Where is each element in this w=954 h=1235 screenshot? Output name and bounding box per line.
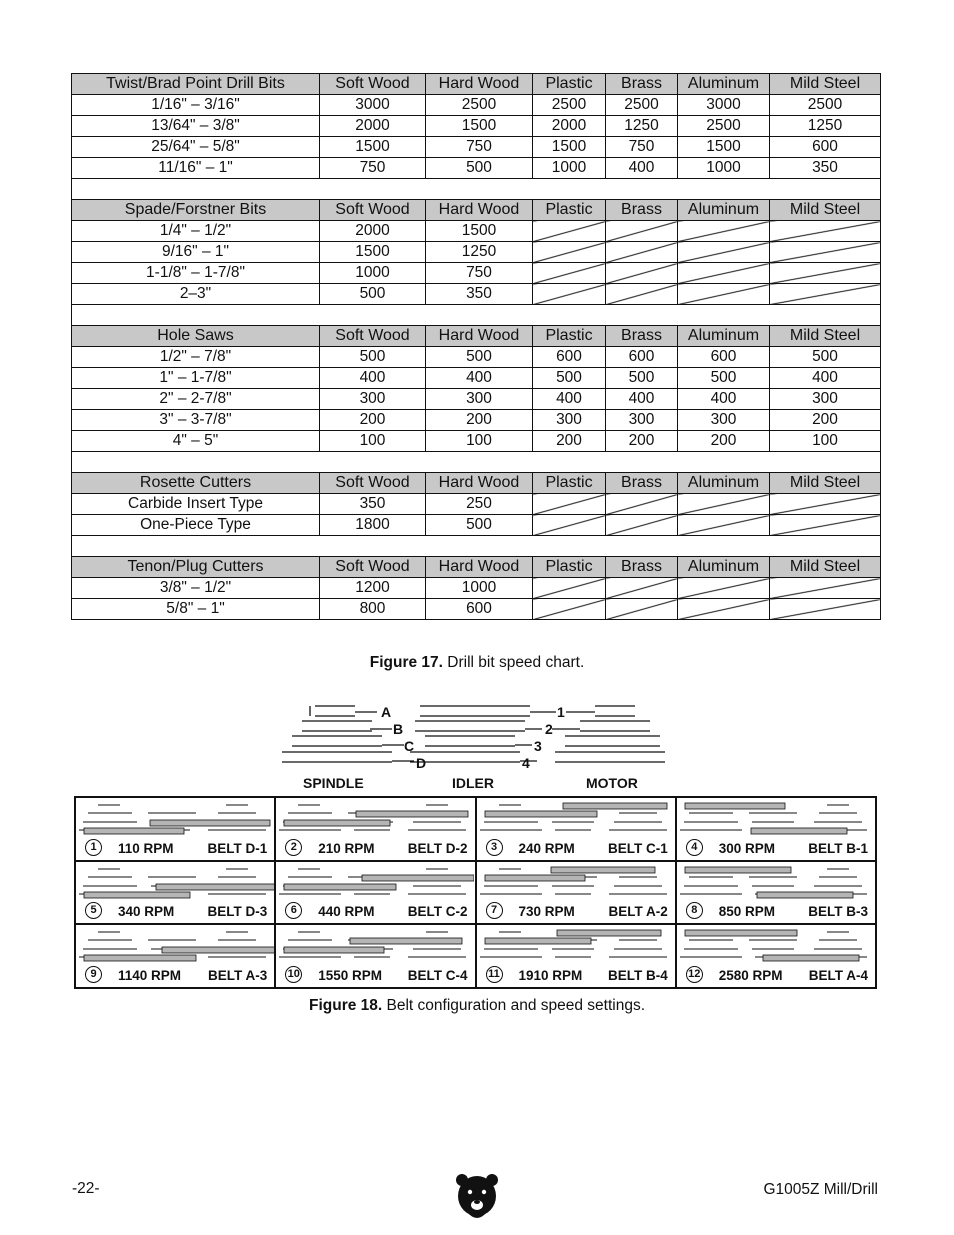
not-applicable-cell	[678, 263, 770, 284]
not-applicable-cell	[770, 515, 881, 536]
rpm-cell: 500	[426, 515, 533, 536]
not-applicable-cell	[533, 284, 606, 305]
rpm-cell: 750	[426, 263, 533, 284]
rpm-cell: 3000	[320, 95, 426, 116]
column-header: Brass	[606, 557, 678, 578]
rpm-cell: 500	[606, 368, 678, 389]
section-header-row	[72, 473, 881, 494]
rpm-cell: 500	[426, 347, 533, 368]
rpm-cell: 600	[606, 347, 678, 368]
rpm-cell: 250	[426, 494, 533, 515]
rpm-cell: 750	[320, 158, 426, 179]
rpm-cell: 600	[426, 599, 533, 620]
setting-number-badge: 1	[85, 839, 102, 856]
table-row	[72, 389, 881, 410]
spacer-cell	[72, 179, 881, 200]
belt-diagram	[76, 800, 274, 840]
table-row	[72, 158, 881, 179]
rpm-cell: 400	[320, 368, 426, 389]
belt-setting-cell	[476, 924, 676, 988]
bit-size-cell: 4" – 5"	[72, 431, 320, 452]
belt-position-label: BELT C-1	[608, 840, 668, 856]
spacer-row	[72, 305, 881, 326]
section-header-row	[72, 200, 881, 221]
bit-size-cell: 1/16" – 3/16"	[72, 95, 320, 116]
belt-diagram	[477, 800, 675, 840]
rpm-cell: 350	[770, 158, 881, 179]
rpm-cell: 800	[320, 599, 426, 620]
rpm-cell: 1250	[606, 116, 678, 137]
not-applicable-cell	[770, 578, 881, 599]
setting-number-badge: 3	[486, 839, 503, 856]
belt-diagram	[477, 864, 675, 904]
belt-position-label: BELT D-1	[207, 840, 268, 856]
not-applicable-cell	[770, 263, 881, 284]
rpm-cell: 3000	[678, 95, 770, 116]
bit-size-cell: 9/16" – 1"	[72, 242, 320, 263]
belt-diagram	[76, 864, 274, 904]
not-applicable-cell	[606, 578, 678, 599]
not-applicable-cell	[533, 578, 606, 599]
rpm-cell: 200	[770, 410, 881, 431]
table-row	[72, 95, 881, 116]
rpm-cell: 2500	[678, 116, 770, 137]
belt-setting-cell	[676, 924, 876, 988]
rpm-cell: 1000	[533, 158, 606, 179]
belt-diagram	[677, 927, 875, 967]
rpm-cell: 200	[426, 410, 533, 431]
rpm-cell: 1250	[770, 116, 881, 137]
rpm-cell: 100	[770, 431, 881, 452]
rpm-cell: 400	[533, 389, 606, 410]
belt-setting-cell	[275, 861, 475, 925]
column-header: Mild Steel	[770, 326, 881, 347]
column-header: Mild Steel	[770, 557, 881, 578]
table-row	[72, 221, 881, 242]
not-applicable-cell	[770, 284, 881, 305]
rpm-label: 300 RPM	[718, 840, 776, 856]
rpm-label: 1550 RPM	[318, 968, 383, 983]
section-header-row	[72, 74, 881, 95]
bit-size-cell: 3/8" – 1/2"	[72, 578, 320, 599]
belt-position-label: BELT D-2	[407, 840, 468, 856]
belt-setting-cell	[676, 861, 876, 925]
bit-size-cell: 5/8" – 1"	[72, 599, 320, 620]
not-applicable-cell	[533, 494, 606, 515]
rpm-cell: 300	[533, 410, 606, 431]
rpm-label: 1140 RPM	[118, 968, 182, 983]
rpm-cell: 300	[426, 389, 533, 410]
not-applicable-cell	[533, 221, 606, 242]
belt-diagram	[677, 800, 875, 840]
rpm-cell: 500	[533, 368, 606, 389]
not-applicable-cell	[770, 221, 881, 242]
pulley-number-2: 2	[545, 721, 553, 737]
setting-number-badge: 6	[285, 902, 302, 919]
rpm-cell: 500	[320, 284, 426, 305]
idler-label: IDLER	[452, 775, 494, 791]
rpm-label: 340 RPM	[118, 904, 175, 920]
not-applicable-cell	[770, 242, 881, 263]
setting-number-badge: 7	[486, 902, 503, 919]
rpm-cell: 2000	[533, 116, 606, 137]
model-name: G1005Z Mill/Drill	[763, 1181, 878, 1198]
belt-setting-cell	[476, 861, 676, 925]
rpm-cell: 200	[678, 431, 770, 452]
rpm-cell: 600	[678, 347, 770, 368]
belt-diagram	[677, 864, 875, 904]
table-row	[72, 368, 881, 389]
bit-size-cell: 1-1/8" – 1-7/8"	[72, 263, 320, 284]
drill-bit-speed-table	[71, 73, 881, 620]
rpm-cell: 1500	[320, 137, 426, 158]
belt-diagram	[477, 927, 675, 967]
table-row	[72, 116, 881, 137]
rpm-cell: 1500	[320, 242, 426, 263]
rpm-cell: 1000	[320, 263, 426, 284]
page-number: -22-	[72, 1180, 100, 1197]
bit-size-cell: One-Piece Type	[72, 515, 320, 536]
rpm-cell: 500	[678, 368, 770, 389]
column-header: Mild Steel	[770, 473, 881, 494]
table-row	[72, 494, 881, 515]
rpm-cell: 400	[426, 368, 533, 389]
not-applicable-cell	[678, 599, 770, 620]
belt-position-label: BELT D-3	[207, 904, 268, 920]
not-applicable-cell	[678, 221, 770, 242]
section-title: Tenon/Plug Cutters	[72, 557, 320, 578]
bit-size-cell: 1" – 1-7/8"	[72, 368, 320, 389]
column-header: Hard Wood	[426, 74, 533, 95]
column-header: Plastic	[533, 326, 606, 347]
rpm-cell: 600	[770, 137, 881, 158]
spacer-row	[72, 536, 881, 557]
spacer-row	[72, 452, 881, 473]
rpm-cell: 200	[606, 431, 678, 452]
belt-setting-cell	[275, 924, 475, 988]
setting-number-badge: 9	[85, 966, 102, 983]
rpm-cell: 300	[678, 410, 770, 431]
not-applicable-cell	[606, 515, 678, 536]
not-applicable-cell	[606, 284, 678, 305]
pulley-letter-a: A	[381, 704, 392, 720]
rpm-label: 440 RPM	[318, 904, 375, 920]
setting-number-badge: 4	[686, 839, 703, 856]
rpm-cell: 400	[606, 389, 678, 410]
pulley-number-1: 1	[557, 704, 565, 720]
belt-diagram	[276, 927, 474, 967]
rpm-cell: 2500	[770, 95, 881, 116]
pulley-letter-c: C	[404, 738, 415, 754]
column-header: Aluminum	[678, 326, 770, 347]
column-header: Plastic	[533, 74, 606, 95]
setting-number-badge: 2	[285, 839, 302, 856]
spacer-cell	[72, 452, 881, 473]
column-header: Brass	[606, 74, 678, 95]
column-header: Plastic	[533, 557, 606, 578]
column-header: Brass	[606, 473, 678, 494]
not-applicable-cell	[678, 284, 770, 305]
belt-setting-cell	[476, 797, 676, 861]
section-header-row	[72, 326, 881, 347]
table-row	[72, 431, 881, 452]
spacer-row	[72, 179, 881, 200]
setting-number-badge: 5	[85, 902, 102, 919]
column-header: Plastic	[533, 473, 606, 494]
column-header: Brass	[606, 200, 678, 221]
rpm-cell: 1500	[533, 137, 606, 158]
bear-head-logo	[455, 1172, 499, 1224]
table-row	[72, 578, 881, 599]
rpm-cell: 400	[678, 389, 770, 410]
rpm-label: 730 RPM	[518, 904, 575, 920]
table-row	[72, 263, 881, 284]
rpm-cell: 350	[320, 494, 426, 515]
belt-position-label: BELT B-1	[808, 840, 868, 856]
table-row	[72, 515, 881, 536]
figure-18-text: Belt configuration and speed settings.	[382, 997, 646, 1014]
column-header: Soft Wood	[320, 200, 426, 221]
rpm-label: 1910 RPM	[518, 968, 583, 983]
column-header: Mild Steel	[770, 74, 881, 95]
rpm-cell: 1250	[426, 242, 533, 263]
section-title: Twist/Brad Point Drill Bits	[72, 74, 320, 95]
belt-diagram	[276, 864, 474, 904]
rpm-cell: 100	[426, 431, 533, 452]
belt-position-label: BELT A-4	[808, 968, 868, 983]
rpm-cell: 200	[320, 410, 426, 431]
rpm-cell: 750	[426, 137, 533, 158]
rpm-cell: 2500	[606, 95, 678, 116]
belt-setting-cell	[75, 924, 275, 988]
rpm-cell: 500	[770, 347, 881, 368]
motor-label: MOTOR	[586, 775, 638, 791]
not-applicable-cell	[533, 242, 606, 263]
rpm-cell: 2000	[320, 221, 426, 242]
rpm-cell: 600	[533, 347, 606, 368]
belt-setting-cell	[75, 797, 275, 861]
table-row	[72, 137, 881, 158]
rpm-cell: 750	[606, 137, 678, 158]
not-applicable-cell	[606, 494, 678, 515]
setting-number-badge: 8	[686, 902, 703, 919]
bit-size-cell: 1/2" – 7/8"	[72, 347, 320, 368]
rpm-cell: 300	[606, 410, 678, 431]
belt-speed-grid	[74, 796, 877, 989]
not-applicable-cell	[533, 599, 606, 620]
bit-size-cell: 13/64" – 3/8"	[72, 116, 320, 137]
not-applicable-cell	[678, 494, 770, 515]
rpm-label: 110 RPM	[118, 840, 174, 856]
setting-number-badge: 10	[285, 966, 302, 983]
belt-diagram	[76, 927, 274, 967]
section-header-row	[72, 557, 881, 578]
belt-diagram	[276, 800, 474, 840]
rpm-cell: 1500	[426, 221, 533, 242]
not-applicable-cell	[606, 263, 678, 284]
column-header: Plastic	[533, 200, 606, 221]
column-header: Hard Wood	[426, 326, 533, 347]
table-row	[72, 410, 881, 431]
bit-size-cell: Carbide Insert Type	[72, 494, 320, 515]
bit-size-cell: 1/4" – 1/2"	[72, 221, 320, 242]
pulley-number-4: 4	[522, 755, 530, 771]
rpm-cell: 500	[320, 347, 426, 368]
section-title: Rosette Cutters	[72, 473, 320, 494]
figure-18-label: Figure 18.	[308, 997, 383, 1014]
spacer-cell	[72, 305, 881, 326]
not-applicable-cell	[678, 515, 770, 536]
not-applicable-cell	[533, 515, 606, 536]
belt-position-label: BELT B-3	[808, 904, 868, 920]
column-header: Hard Wood	[426, 473, 533, 494]
rpm-cell: 1000	[678, 158, 770, 179]
figure-17-text: Drill bit speed chart.	[442, 654, 585, 671]
table-row	[72, 242, 881, 263]
rpm-label: 850 RPM	[718, 904, 776, 920]
bit-size-cell: 2–3"	[72, 284, 320, 305]
rpm-cell: 1500	[426, 116, 533, 137]
figure-17-label: Figure 17.	[369, 654, 443, 671]
pulley-letter-d: D	[416, 755, 427, 771]
not-applicable-cell	[606, 599, 678, 620]
column-header: Aluminum	[678, 74, 770, 95]
pulley-key-diagram	[270, 698, 680, 794]
column-header: Soft Wood	[320, 326, 426, 347]
column-header: Aluminum	[678, 557, 770, 578]
not-applicable-cell	[533, 263, 606, 284]
column-header: Aluminum	[678, 200, 770, 221]
belt-position-label: BELT A-3	[208, 968, 268, 983]
bit-size-cell: 3" – 3-7/8"	[72, 410, 320, 431]
rpm-cell: 1200	[320, 578, 426, 599]
rpm-label: 2580 RPM	[718, 968, 783, 983]
rpm-cell: 300	[770, 389, 881, 410]
not-applicable-cell	[770, 494, 881, 515]
not-applicable-cell	[678, 578, 770, 599]
bit-size-cell: 11/16" – 1"	[72, 158, 320, 179]
belt-position-label: BELT C-4	[407, 968, 468, 983]
not-applicable-cell	[606, 221, 678, 242]
rpm-label: 240 RPM	[518, 840, 575, 856]
rpm-label: 210 RPM	[318, 840, 375, 856]
belt-setting-cell	[676, 797, 876, 861]
rpm-cell: 400	[770, 368, 881, 389]
rpm-cell: 300	[320, 389, 426, 410]
column-header: Soft Wood	[320, 557, 426, 578]
rpm-cell: 2000	[320, 116, 426, 137]
bit-size-cell: 2" – 2-7/8"	[72, 389, 320, 410]
column-header: Hard Wood	[426, 557, 533, 578]
belt-position-label: BELT B-4	[608, 968, 668, 983]
rpm-cell: 200	[533, 431, 606, 452]
belt-setting-cell	[75, 861, 275, 925]
figure-17-caption	[0, 654, 954, 672]
table-row	[72, 284, 881, 305]
pulley-number-3: 3	[534, 738, 542, 754]
rpm-cell: 1000	[426, 578, 533, 599]
rpm-cell: 500	[426, 158, 533, 179]
column-header: Mild Steel	[770, 200, 881, 221]
rpm-cell: 2500	[426, 95, 533, 116]
section-title: Hole Saws	[72, 326, 320, 347]
belt-position-label: BELT C-2	[407, 904, 468, 920]
rpm-cell: 100	[320, 431, 426, 452]
table-row	[72, 347, 881, 368]
bit-size-cell: 25/64" – 5/8"	[72, 137, 320, 158]
rpm-cell: 1500	[678, 137, 770, 158]
belt-position-label: BELT A-2	[608, 904, 668, 920]
section-title: Spade/Forstner Bits	[72, 200, 320, 221]
pulley-letter-b: B	[393, 721, 404, 737]
not-applicable-cell	[606, 242, 678, 263]
figure-18-caption	[0, 997, 954, 1015]
setting-number-badge: 11	[486, 966, 503, 983]
spindle-label: SPINDLE	[303, 775, 364, 791]
setting-number-badge: 12	[686, 966, 703, 983]
rpm-cell: 2500	[533, 95, 606, 116]
column-header: Aluminum	[678, 473, 770, 494]
column-header: Soft Wood	[320, 473, 426, 494]
belt-setting-cell	[275, 797, 475, 861]
column-header: Hard Wood	[426, 200, 533, 221]
column-header: Soft Wood	[320, 74, 426, 95]
rpm-cell: 350	[426, 284, 533, 305]
spacer-cell	[72, 536, 881, 557]
table-row	[72, 599, 881, 620]
rpm-cell: 400	[606, 158, 678, 179]
column-header: Brass	[606, 326, 678, 347]
not-applicable-cell	[678, 242, 770, 263]
not-applicable-cell	[770, 599, 881, 620]
rpm-cell: 1800	[320, 515, 426, 536]
